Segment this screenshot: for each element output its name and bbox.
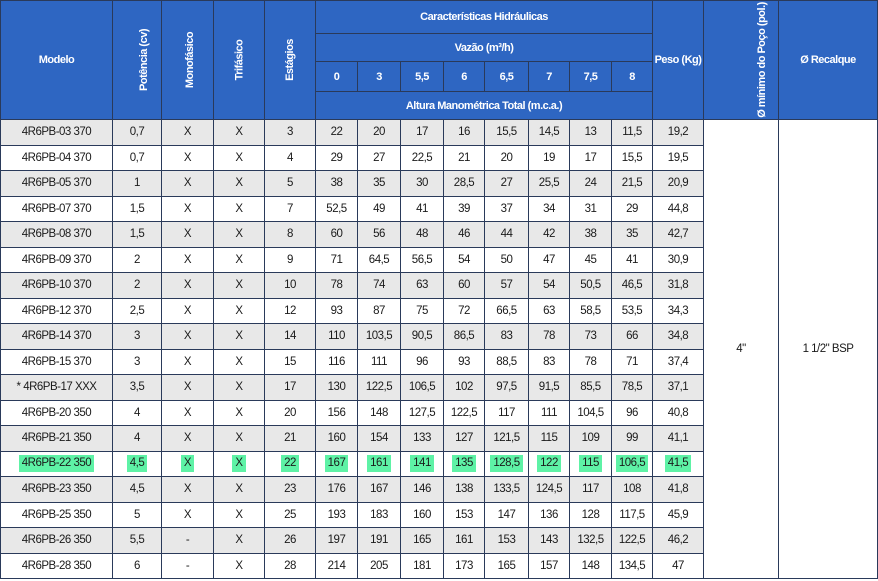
altura-cell: 115 <box>529 426 570 452</box>
altura-cell: 66 <box>612 324 653 350</box>
altura-cell: 102 <box>444 375 485 401</box>
trifasico-cell: X <box>214 502 265 528</box>
altura-cell: 24 <box>570 171 612 197</box>
altura-cell: 49 <box>358 196 401 222</box>
monofasico-cell <box>162 451 214 477</box>
estagios-cell: 28 <box>265 553 316 579</box>
model-cell: 4R6PB-28 350 <box>1 553 113 579</box>
peso-cell <box>653 451 704 477</box>
altura-cell: 28,5 <box>444 171 485 197</box>
altura-cell: 57 <box>485 273 529 299</box>
peso-cell: 42,7 <box>653 222 704 248</box>
estagios-cell: 25 <box>265 502 316 528</box>
recalque-value: 1 1/2" BSP <box>779 120 878 579</box>
altura-cell: 66,5 <box>485 298 529 324</box>
altura-cell: 138 <box>444 477 485 503</box>
estagios-cell: 12 <box>265 298 316 324</box>
monofasico-cell: X <box>162 120 214 146</box>
header-trifasico <box>214 1 265 120</box>
altura-cell: 122,5 <box>612 528 653 554</box>
flow-header: 5,5 <box>401 62 444 92</box>
trifasico-cell <box>214 451 265 477</box>
header-potencia <box>113 1 162 120</box>
altura-cell: 86,5 <box>444 324 485 350</box>
model-cell: 4R6PB-20 350 <box>1 400 113 426</box>
model-cell-value: 4R6PB-22 350 <box>19 455 94 472</box>
altura-cell: 193 <box>316 502 358 528</box>
altura-cell: 153 <box>485 528 529 554</box>
altura-cell: 148 <box>358 400 401 426</box>
header-caracteristicas: Características Hidráulicas <box>316 1 653 34</box>
altura-cell-value: 128,5 <box>490 455 522 472</box>
altura-cell: 117 <box>570 477 612 503</box>
estagios-cell <box>265 451 316 477</box>
altura-cell: 71 <box>612 349 653 375</box>
table-header <box>1 1 878 120</box>
altura-cell: 19 <box>529 145 570 171</box>
altura-cell: 29 <box>612 196 653 222</box>
altura-cell: 74 <box>358 273 401 299</box>
altura-cell: 167 <box>358 477 401 503</box>
trifasico-cell: X <box>214 145 265 171</box>
altura-cell: 117,5 <box>612 502 653 528</box>
altura-cell: 31 <box>570 196 612 222</box>
potencia-cell: 0,7 <box>113 120 162 146</box>
altura-cell: 128 <box>570 502 612 528</box>
altura-cell: 22,5 <box>401 145 444 171</box>
altura-cell: 41 <box>401 196 444 222</box>
altura-cell: 15,5 <box>485 120 529 146</box>
model-cell <box>1 451 113 477</box>
altura-cell: 91,5 <box>529 375 570 401</box>
altura-cell: 108 <box>612 477 653 503</box>
header-altura: Altura Manométrica Total (m.c.a.) <box>316 92 653 120</box>
altura-cell: 103,5 <box>358 324 401 350</box>
trifasico-cell: X <box>214 400 265 426</box>
model-cell: 4R6PB-04 370 <box>1 145 113 171</box>
flow-header: 7,5 <box>570 62 612 92</box>
altura-cell <box>485 451 529 477</box>
peso-cell: 19,2 <box>653 120 704 146</box>
estagios-cell: 15 <box>265 349 316 375</box>
model-cell: 4R6PB-25 350 <box>1 502 113 528</box>
altura-cell: 17 <box>401 120 444 146</box>
monofasico-cell: - <box>162 528 214 554</box>
potencia-cell: 2,5 <box>113 298 162 324</box>
altura-cell: 96 <box>612 400 653 426</box>
potencia-cell-value: 4,5 <box>127 455 148 472</box>
altura-cell: 122,5 <box>358 375 401 401</box>
altura-cell: 63 <box>529 298 570 324</box>
trifasico-cell: X <box>214 553 265 579</box>
altura-cell: 111 <box>358 349 401 375</box>
altura-cell: 165 <box>401 528 444 554</box>
monofasico-cell: X <box>162 324 214 350</box>
altura-cell: 20 <box>358 120 401 146</box>
altura-cell: 14,5 <box>529 120 570 146</box>
altura-cell-value: 141 <box>410 455 434 472</box>
altura-cell: 88,5 <box>485 349 529 375</box>
altura-cell: 73 <box>570 324 612 350</box>
monofasico-cell: X <box>162 222 214 248</box>
altura-cell: 154 <box>358 426 401 452</box>
monofasico-cell: X <box>162 349 214 375</box>
altura-cell <box>529 451 570 477</box>
altura-cell: 104,5 <box>570 400 612 426</box>
altura-cell: 27 <box>358 145 401 171</box>
altura-cell: 146 <box>401 477 444 503</box>
altura-cell: 205 <box>358 553 401 579</box>
altura-cell: 96 <box>401 349 444 375</box>
altura-cell: 20 <box>485 145 529 171</box>
altura-cell: 47 <box>529 247 570 273</box>
altura-cell: 87 <box>358 298 401 324</box>
estagios-cell-value: 22 <box>281 455 299 472</box>
model-cell: 4R6PB-15 370 <box>1 349 113 375</box>
peso-cell: 34,3 <box>653 298 704 324</box>
model-cell: 4R6PB-21 350 <box>1 426 113 452</box>
altura-cell: 78 <box>570 349 612 375</box>
altura-cell: 17 <box>570 145 612 171</box>
altura-cell: 99 <box>612 426 653 452</box>
altura-cell: 60 <box>444 273 485 299</box>
header-estagios-label: Estágios <box>283 39 296 81</box>
potencia-cell: 3 <box>113 324 162 350</box>
altura-cell: 60 <box>316 222 358 248</box>
altura-cell: 143 <box>529 528 570 554</box>
monofasico-cell: X <box>162 171 214 197</box>
peso-cell: 40,8 <box>653 400 704 426</box>
altura-cell: 161 <box>444 528 485 554</box>
peso-cell: 20,9 <box>653 171 704 197</box>
potencia-cell: 2 <box>113 247 162 273</box>
potencia-cell: 3 <box>113 349 162 375</box>
altura-cell: 56,5 <box>401 247 444 273</box>
trifasico-cell: X <box>214 324 265 350</box>
altura-cell: 54 <box>444 247 485 273</box>
header-poco-label: Ø mínimo do Poço (pol.) <box>755 2 768 118</box>
trifasico-cell: X <box>214 375 265 401</box>
altura-cell: 30 <box>401 171 444 197</box>
altura-cell: 15,5 <box>612 145 653 171</box>
trifasico-cell-value: X <box>232 455 245 472</box>
altura-cell: 90,5 <box>401 324 444 350</box>
altura-cell: 111 <box>529 400 570 426</box>
peso-cell: 19,5 <box>653 145 704 171</box>
estagios-cell: 23 <box>265 477 316 503</box>
altura-cell: 21,5 <box>612 171 653 197</box>
header-potencia-label: Potência (cv) <box>137 29 150 91</box>
altura-cell: 110 <box>316 324 358 350</box>
flow-header: 8 <box>612 62 653 92</box>
model-cell: 4R6PB-26 350 <box>1 528 113 554</box>
altura-cell: 41 <box>612 247 653 273</box>
altura-cell: 127 <box>444 426 485 452</box>
estagios-cell: 17 <box>265 375 316 401</box>
altura-cell: 183 <box>358 502 401 528</box>
altura-cell: 45 <box>570 247 612 273</box>
altura-cell: 56 <box>358 222 401 248</box>
estagios-cell: 9 <box>265 247 316 273</box>
header-modelo: Modelo <box>1 1 113 120</box>
altura-cell: 116 <box>316 349 358 375</box>
altura-cell: 11,5 <box>612 120 653 146</box>
header-trifasico-label: Trifásico <box>233 39 245 81</box>
trifasico-cell: X <box>214 528 265 554</box>
altura-cell: 22 <box>316 120 358 146</box>
estagios-cell: 5 <box>265 171 316 197</box>
peso-cell: 41,1 <box>653 426 704 452</box>
monofasico-cell: X <box>162 400 214 426</box>
peso-cell: 47 <box>653 553 704 579</box>
estagios-cell: 4 <box>265 145 316 171</box>
header-monofasico <box>162 1 214 120</box>
trifasico-cell: X <box>214 171 265 197</box>
altura-cell: 25,5 <box>529 171 570 197</box>
trifasico-cell: X <box>214 222 265 248</box>
monofasico-cell: X <box>162 298 214 324</box>
altura-cell <box>316 451 358 477</box>
altura-cell-value: 161 <box>367 455 391 472</box>
altura-cell: 173 <box>444 553 485 579</box>
altura-cell: 75 <box>401 298 444 324</box>
altura-cell: 157 <box>529 553 570 579</box>
header-recalque: Ø Recalque <box>779 1 878 120</box>
altura-cell: 64,5 <box>358 247 401 273</box>
altura-cell: 42 <box>529 222 570 248</box>
altura-cell: 34 <box>529 196 570 222</box>
trifasico-cell: X <box>214 426 265 452</box>
altura-cell: 181 <box>401 553 444 579</box>
model-cell: 4R6PB-12 370 <box>1 298 113 324</box>
potencia-cell: 1,5 <box>113 222 162 248</box>
trifasico-cell: X <box>214 120 265 146</box>
altura-cell: 50 <box>485 247 529 273</box>
altura-cell: 78,5 <box>612 375 653 401</box>
altura-cell: 58,5 <box>570 298 612 324</box>
potencia-cell: 6 <box>113 553 162 579</box>
trifasico-cell: X <box>214 349 265 375</box>
altura-cell: 38 <box>570 222 612 248</box>
estagios-cell: 3 <box>265 120 316 146</box>
altura-cell: 38 <box>316 171 358 197</box>
table-body <box>1 120 878 579</box>
altura-cell: 29 <box>316 145 358 171</box>
altura-cell: 85,5 <box>570 375 612 401</box>
model-cell: 4R6PB-09 370 <box>1 247 113 273</box>
altura-cell: 83 <box>529 349 570 375</box>
monofasico-cell: X <box>162 426 214 452</box>
monofasico-cell: X <box>162 502 214 528</box>
flow-header: 0 <box>316 62 358 92</box>
model-cell: 4R6PB-23 350 <box>1 477 113 503</box>
altura-cell <box>358 451 401 477</box>
peso-cell: 45,9 <box>653 502 704 528</box>
altura-cell: 93 <box>444 349 485 375</box>
altura-cell <box>444 451 485 477</box>
altura-cell: 78 <box>529 324 570 350</box>
altura-cell: 54 <box>529 273 570 299</box>
potencia-cell: 4,5 <box>113 477 162 503</box>
altura-cell: 214 <box>316 553 358 579</box>
altura-cell <box>401 451 444 477</box>
altura-cell: 134,5 <box>612 553 653 579</box>
altura-cell: 78 <box>316 273 358 299</box>
altura-cell: 124,5 <box>529 477 570 503</box>
trifasico-cell: X <box>214 273 265 299</box>
model-cell: * 4R6PB-17 XXX <box>1 375 113 401</box>
altura-cell: 136 <box>529 502 570 528</box>
monofasico-cell: X <box>162 273 214 299</box>
altura-cell: 93 <box>316 298 358 324</box>
monofasico-cell: - <box>162 553 214 579</box>
monofasico-cell: X <box>162 247 214 273</box>
monofasico-cell: X <box>162 145 214 171</box>
potencia-cell: 3,5 <box>113 375 162 401</box>
trifasico-cell: X <box>214 196 265 222</box>
altura-cell: 147 <box>485 502 529 528</box>
potencia-cell: 1,5 <box>113 196 162 222</box>
estagios-cell: 20 <box>265 400 316 426</box>
estagios-cell: 21 <box>265 426 316 452</box>
altura-cell <box>570 451 612 477</box>
altura-cell: 160 <box>316 426 358 452</box>
altura-cell: 122,5 <box>444 400 485 426</box>
estagios-cell: 8 <box>265 222 316 248</box>
altura-cell: 46,5 <box>612 273 653 299</box>
altura-cell: 117 <box>485 400 529 426</box>
trifasico-cell: X <box>214 247 265 273</box>
altura-cell: 53,5 <box>612 298 653 324</box>
altura-cell: 37 <box>485 196 529 222</box>
altura-cell: 109 <box>570 426 612 452</box>
peso-cell: 34,8 <box>653 324 704 350</box>
trifasico-cell: X <box>214 298 265 324</box>
estagios-cell: 10 <box>265 273 316 299</box>
altura-cell-value: 135 <box>452 455 476 472</box>
altura-cell: 197 <box>316 528 358 554</box>
trifasico-cell: X <box>214 477 265 503</box>
altura-cell-value: 115 <box>579 455 602 472</box>
model-cell: 4R6PB-07 370 <box>1 196 113 222</box>
poco-value: 4" <box>704 120 779 579</box>
altura-cell-value: 122 <box>537 455 561 472</box>
peso-cell: 41,8 <box>653 477 704 503</box>
altura-cell: 63 <box>401 273 444 299</box>
altura-cell: 133,5 <box>485 477 529 503</box>
altura-cell: 121,5 <box>485 426 529 452</box>
header-monofasico-label: Monofásico <box>184 31 197 89</box>
peso-cell: 37,1 <box>653 375 704 401</box>
potencia-cell: 5 <box>113 502 162 528</box>
altura-cell: 191 <box>358 528 401 554</box>
altura-cell: 153 <box>444 502 485 528</box>
altura-cell: 130 <box>316 375 358 401</box>
potencia-cell: 4 <box>113 426 162 452</box>
altura-cell: 156 <box>316 400 358 426</box>
altura-cell: 71 <box>316 247 358 273</box>
model-cell: 4R6PB-05 370 <box>1 171 113 197</box>
potencia-cell: 4 <box>113 400 162 426</box>
altura-cell: 133 <box>401 426 444 452</box>
potencia-cell: 2 <box>113 273 162 299</box>
monofasico-cell-value: X <box>181 455 194 472</box>
altura-cell: 97,5 <box>485 375 529 401</box>
altura-cell: 83 <box>485 324 529 350</box>
model-cell: 4R6PB-08 370 <box>1 222 113 248</box>
altura-cell: 148 <box>570 553 612 579</box>
potencia-cell <box>113 451 162 477</box>
altura-cell: 160 <box>401 502 444 528</box>
monofasico-cell: X <box>162 477 214 503</box>
model-cell: 4R6PB-10 370 <box>1 273 113 299</box>
altura-cell: 72 <box>444 298 485 324</box>
peso-cell: 37,4 <box>653 349 704 375</box>
altura-cell: 13 <box>570 120 612 146</box>
altura-cell: 106,5 <box>401 375 444 401</box>
model-cell: 4R6PB-03 370 <box>1 120 113 146</box>
monofasico-cell: X <box>162 375 214 401</box>
peso-cell: 46,2 <box>653 528 704 554</box>
header-poco <box>704 1 779 120</box>
model-cell: 4R6PB-14 370 <box>1 324 113 350</box>
table-row <box>1 120 878 146</box>
peso-cell: 44,8 <box>653 196 704 222</box>
peso-cell: 30,9 <box>653 247 704 273</box>
estagios-cell: 7 <box>265 196 316 222</box>
altura-cell: 16 <box>444 120 485 146</box>
altura-cell: 44 <box>485 222 529 248</box>
altura-cell: 27 <box>485 171 529 197</box>
header-peso: Peso (Kg) <box>653 1 704 120</box>
flow-header: 7 <box>529 62 570 92</box>
estagios-cell: 26 <box>265 528 316 554</box>
potencia-cell: 1 <box>113 171 162 197</box>
altura-cell: 35 <box>612 222 653 248</box>
altura-cell: 50,5 <box>570 273 612 299</box>
altura-cell-value: 106,5 <box>616 455 648 472</box>
altura-cell: 46 <box>444 222 485 248</box>
altura-cell: 35 <box>358 171 401 197</box>
flow-header: 6,5 <box>485 62 529 92</box>
altura-cell: 21 <box>444 145 485 171</box>
altura-cell: 52,5 <box>316 196 358 222</box>
monofasico-cell: X <box>162 196 214 222</box>
altura-cell <box>612 451 653 477</box>
altura-cell: 127,5 <box>401 400 444 426</box>
altura-cell: 48 <box>401 222 444 248</box>
flow-header: 6 <box>444 62 485 92</box>
potencia-cell: 5,5 <box>113 528 162 554</box>
altura-cell: 176 <box>316 477 358 503</box>
altura-cell: 132,5 <box>570 528 612 554</box>
estagios-cell: 14 <box>265 324 316 350</box>
altura-cell: 39 <box>444 196 485 222</box>
altura-cell-value: 167 <box>325 455 349 472</box>
potencia-cell: 0,7 <box>113 145 162 171</box>
peso-cell: 31,8 <box>653 273 704 299</box>
peso-cell-value: 41,5 <box>665 455 691 472</box>
flow-header: 3 <box>358 62 401 92</box>
header-vazao: Vazão (m³/h) <box>316 34 653 62</box>
header-estagios <box>265 1 316 120</box>
altura-cell: 165 <box>485 553 529 579</box>
